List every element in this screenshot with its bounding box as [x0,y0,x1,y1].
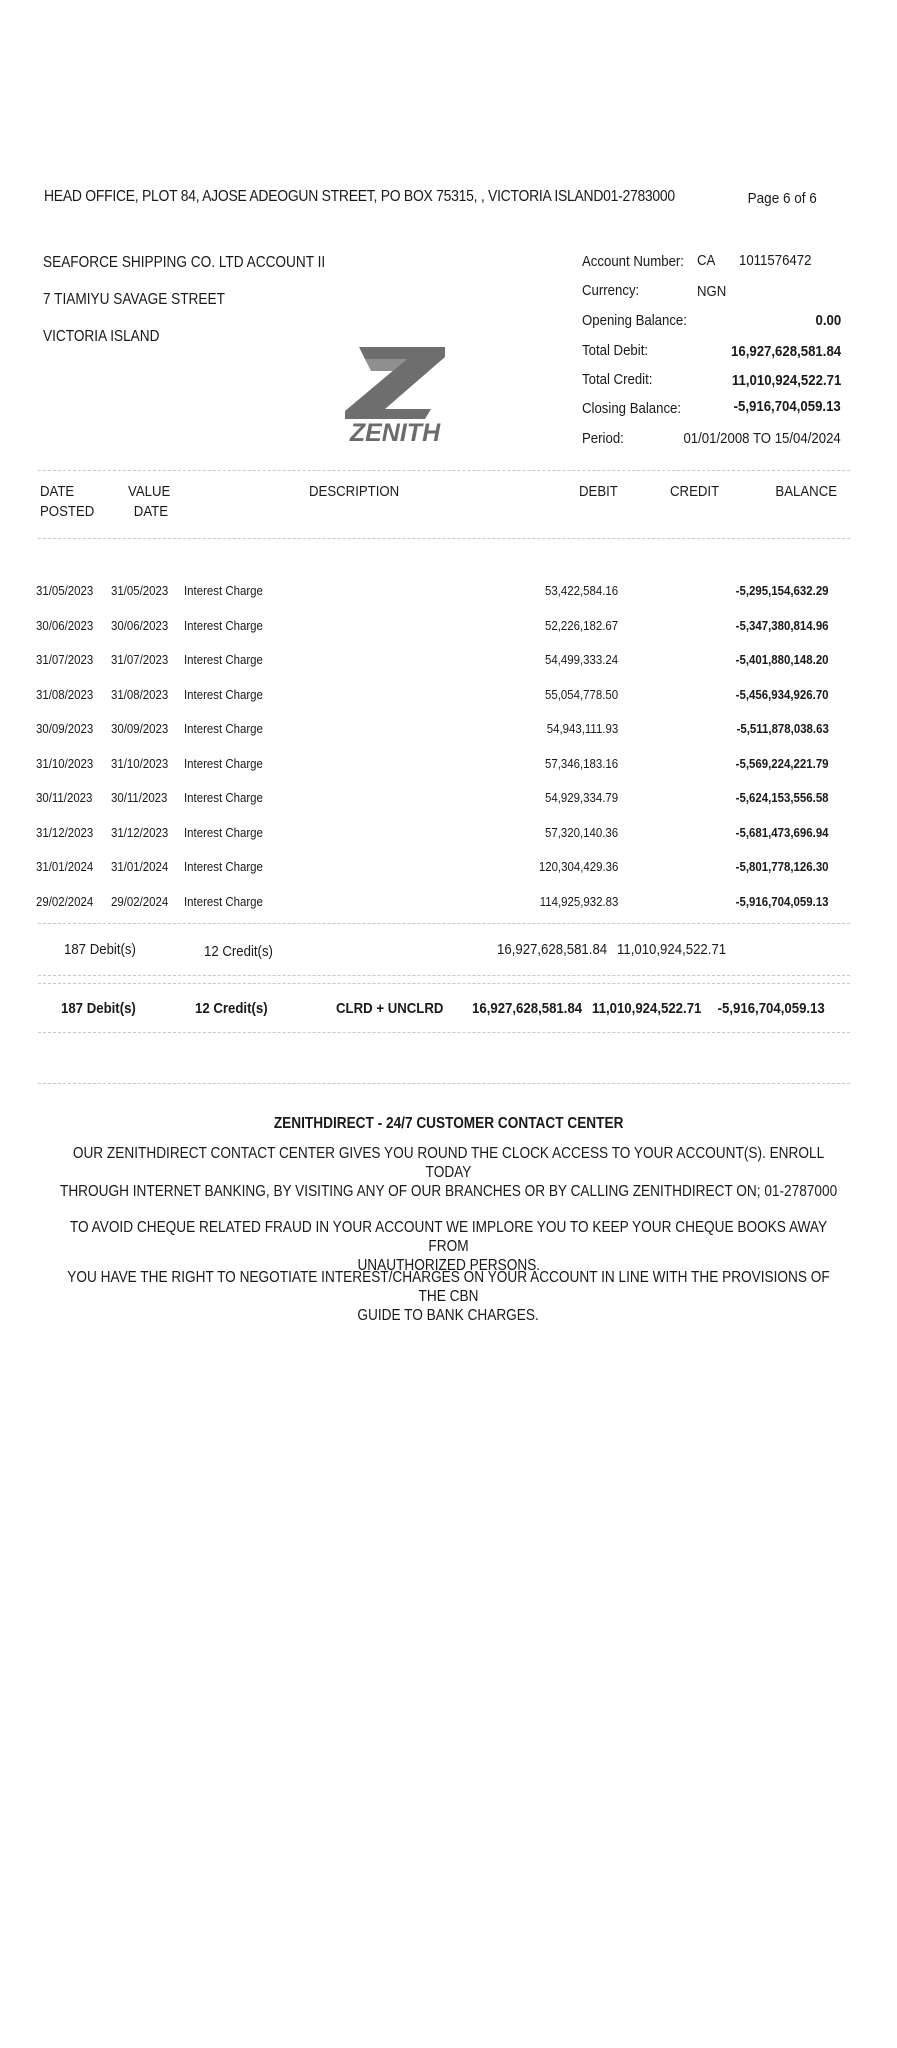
col-credit: CREDIT [670,483,720,500]
notice-contact: OUR ZENITHDIRECT CONTACT CENTER GIVES YOU ROUND THE CLOCK ACCESS TO YOUR ACCOUNT(S). ENROLL TODAY THROUGH INTERNET BANKING, BY VISITING ANY OF OUR BRANCHES OR BY CALLING ZENITHDIRECT ON; 01-2787000 [59,1145,838,1200]
table-row [0,756,897,790]
row-description: Interest Charge [184,790,263,805]
row-date: 31/10/2023 [36,756,94,771]
row-date: 30/06/2023 [36,618,94,633]
row-description: Interest Charge [184,687,263,702]
divider [38,923,850,924]
row-debit: 55,054,778.50 [544,687,618,702]
row-value-date: 30/06/2023 [111,618,169,633]
row-date: 31/01/2024 [36,859,94,874]
row-balance: -5,624,153,556.58 [736,790,829,805]
zenith-logo-mark [335,343,455,443]
totals-debit-count: 187 Debit(s) [61,1000,136,1017]
row-date: 30/09/2023 [36,721,94,736]
row-debit: 57,320,140.36 [544,825,618,840]
row-value-date: 31/01/2024 [111,859,169,874]
divider [38,975,850,976]
row-description: Interest Charge [184,894,263,909]
row-value-date: 31/07/2023 [111,652,169,667]
opening-balance-value: 0.00 [815,312,841,329]
total-credit-value: 11,010,924,522.71 [731,372,841,389]
row-balance: -5,401,880,148.20 [736,652,829,667]
row-balance: -5,681,473,696.94 [736,825,829,840]
divider [38,1032,850,1033]
total-debit-value: 16,927,628,581.84 [730,343,841,360]
zenith-logo [335,343,455,443]
opening-balance-label: Opening Balance: [582,312,687,329]
totals-credit-total: 11,010,924,522.71 [592,1000,702,1017]
row-value-date: 31/10/2023 [111,756,169,771]
table-row [0,721,897,755]
row-balance: -5,511,878,038.63 [736,721,829,736]
closing-balance-value: -5,916,704,059.13 [733,398,841,415]
row-debit: 120,304,429.36 [538,859,618,874]
customer-name: SEAFORCE SHIPPING CO. LTD ACCOUNT II [43,254,326,271]
table-row [0,825,897,859]
col-debit: DEBIT [579,483,618,500]
row-date: 31/12/2023 [36,825,94,840]
summary-debit-count: 187 Debit(s) [64,941,136,958]
row-description: Interest Charge [184,756,263,771]
row-description: Interest Charge [184,721,263,736]
row-debit: 114,925,932.83 [539,894,618,909]
row-debit: 57,346,183.16 [544,756,618,771]
page-number: Page 6 of 6 [747,190,817,207]
customer-street: 7 TIAMIYU SAVAGE STREET [43,291,225,308]
row-balance: -5,916,704,059.13 [736,894,829,909]
divider [38,983,850,984]
row-debit: 52,226,182.67 [544,618,618,633]
divider [38,470,850,471]
currency-label: Currency: [582,282,640,299]
totals-credit-count: 12 Credit(s) [195,1000,268,1017]
row-description: Interest Charge [184,652,263,667]
total-credit-label: Total Credit: [582,371,653,388]
row-balance: -5,801,778,126.30 [736,859,829,874]
row-date: 31/07/2023 [36,652,94,667]
row-description: Interest Charge [184,618,263,633]
row-balance: -5,295,154,632.29 [736,583,829,598]
account-type: CA [697,252,716,269]
table-row [0,790,897,824]
row-description: Interest Charge [184,583,263,598]
row-value-date: 29/02/2024 [111,894,169,909]
customer-city: VICTORIA ISLAND [43,328,160,345]
row-debit: 53,422,584.16 [544,583,618,598]
period-value: 01/01/2008 TO 15/04/2024 [683,430,841,447]
totals-label: CLRD + UNCLRD [336,1000,444,1017]
row-date: 31/08/2023 [36,687,94,702]
row-description: Interest Charge [184,825,263,840]
table-row [0,618,897,652]
table-row [0,859,897,893]
row-description: Interest Charge [184,859,263,874]
row-balance: -5,569,224,221.79 [736,756,829,771]
col-date-posted: DATE POSTED [40,483,95,520]
total-debit-label: Total Debit: [582,342,649,359]
col-balance: BALANCE [775,483,837,500]
table-row [0,652,897,686]
row-balance: -5,347,380,814.96 [736,618,829,633]
row-value-date: 31/05/2023 [111,583,169,598]
row-debit: 54,943,111.93 [546,721,618,736]
col-value-date: VALUE DATE [128,483,171,520]
row-date: 30/11/2023 [36,790,93,805]
row-date: 31/05/2023 [36,583,94,598]
zenith-logo-text: ZENITH [349,419,441,443]
col-description: DESCRIPTION [309,483,400,500]
summary-credit-count: 12 Credit(s) [204,943,273,960]
head-office-address: HEAD OFFICE, PLOT 84, AJOSE ADEOGUN STREET, PO BOX 75315, , VICTORIA ISLAND01-2783000 [44,188,675,205]
totals-balance: -5,916,704,059.13 [717,1000,825,1017]
notice-title: ZENITHDIRECT - 24/7 CUSTOMER CONTACT CENTER [273,1115,624,1132]
table-row [0,687,897,721]
closing-balance-label: Closing Balance: [582,400,682,417]
account-number-label: Account Number: [582,253,684,270]
summary-debit-total: 16,927,628,581.84 [496,941,607,958]
divider [38,1083,850,1084]
divider [38,538,850,539]
notice-rights: YOU HAVE THE RIGHT TO NEGOTIATE INTEREST/CHARGES ON YOUR ACCOUNT IN LINE WITH THE PROVISIONS OF THE CBN GUIDE TO BANK CHARGES. [67,1269,830,1324]
currency-value: NGN [697,283,727,300]
row-value-date: 31/12/2023 [111,825,169,840]
row-debit: 54,929,334.79 [544,790,618,805]
totals-debit-total: 16,927,628,581.84 [471,1000,582,1017]
table-row [0,583,897,617]
row-date: 29/02/2024 [36,894,94,909]
row-value-date: 30/11/2023 [111,790,168,805]
account-number: 1011576472 [739,252,812,269]
row-balance: -5,456,934,926.70 [736,687,829,702]
period-label: Period: [582,430,624,447]
summary-credit-total: 11,010,924,522.71 [617,941,727,958]
row-debit: 54,499,333.24 [544,652,618,667]
row-value-date: 30/09/2023 [111,721,169,736]
notice-fraud: TO AVOID CHEQUE RELATED FRAUD IN YOUR ACCOUNT WE IMPLORE YOU TO KEEP YOUR CHEQUE BOOKS AWAY FROM UNAUTHORIZED PERSONS. [69,1219,828,1274]
row-value-date: 31/08/2023 [111,687,169,702]
